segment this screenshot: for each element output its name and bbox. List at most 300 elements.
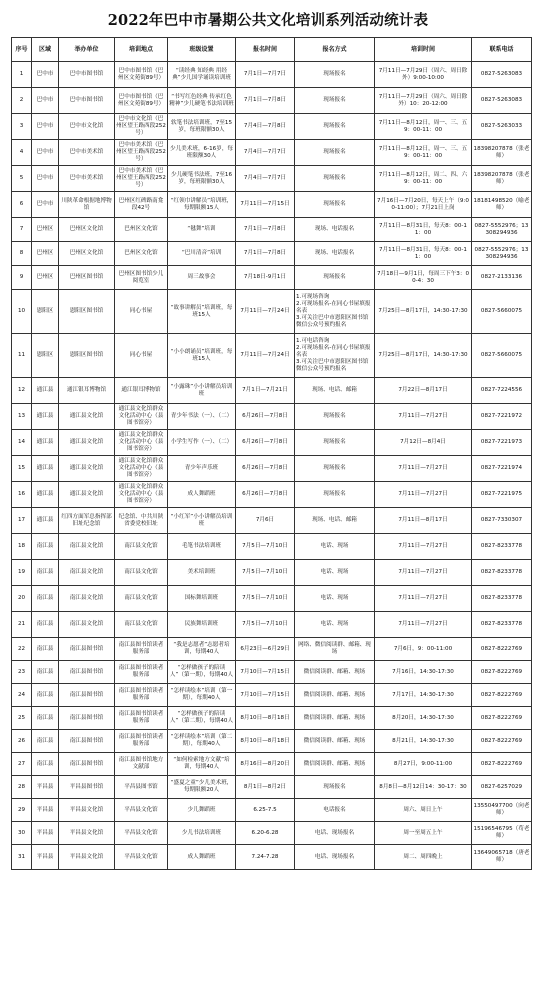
cell-class: 青少年声乐班 [168,456,236,482]
cell-area: 南江县 [32,707,59,730]
cell-phone: 0827-5660075 [472,334,532,378]
cell-org: 巴中市美术馆 [59,166,115,192]
cell-area: 通江县 [32,404,59,430]
cell-signup: 8月10日—8月18日 [236,730,295,753]
cell-no: 16 [12,482,32,508]
cell-method: 现场报名 [295,482,375,508]
cell-place: 南江县图书馆读者服务部 [115,661,168,684]
cell-place: 通江县文化馆群众文化活动中心（县图书馆旁） [115,482,168,508]
cell-method: 现场报名 [295,88,375,114]
cell-place: 南江县文化馆 [115,560,168,586]
cell-train: 7月11日—8月12日，周二、四、六9：00-11：00 [375,166,472,192]
cell-train: 周二、周四晚上 [375,845,472,870]
cell-org: 平昌县文化馆 [59,822,115,845]
cell-no: 20 [12,586,32,612]
column-header-phone: 联系电话 [472,38,532,62]
cell-place: 南江县图书馆读者服务部 [115,730,168,753]
cell-class: “故事讲解员”培训班，每班15人 [168,290,236,334]
cell-class: 国标舞培训班 [168,586,236,612]
table-row [12,430,532,456]
cell-class: “小小朗诵员”培训班，每班15人 [168,334,236,378]
cell-method: 电话、现场报名 [295,845,375,870]
table-row [12,378,532,404]
cell-class: “读经典 知经典 用经典”少儿国学诵读培训班 [168,62,236,88]
cell-phone: 0827-8233778 [472,612,532,638]
cell-class: “盛夏之童”少儿美术班，每期限额20人 [168,776,236,799]
cell-no: 17 [12,508,32,534]
cell-no: 27 [12,753,32,776]
cell-signup: 6月23日—6月29日 [236,638,295,661]
cell-org: 巴州区文化馆 [59,218,115,242]
cell-phone: 0827-7221974 [472,456,532,482]
cell-signup: 6月26日—7月8日 [236,404,295,430]
cell-no: 14 [12,430,32,456]
cell-place: 通江县文化馆群众文化活动中心（县图书馆旁） [115,404,168,430]
cell-area: 通江县 [32,508,59,534]
cell-signup: 7月4日—7月8日 [236,114,295,140]
cell-train: 7月25日—8月17日，14:30-17:30 [375,290,472,334]
cell-class: “我是志愿者”志愿者培训，每期40人 [168,638,236,661]
table-row [12,661,532,684]
cell-org: 巴中市图书馆 [59,88,115,114]
cell-train: 7月11日—7月27日 [375,586,472,612]
cell-place: 南江县文化馆 [115,612,168,638]
cell-method: 微信阅读群、邮箱、现场 [295,730,375,753]
cell-method: 1.可现场咨询 2.可现场报名-在同心书屋填报名表 3.可关注巴中市恩阳区图书馆微信公众号预约报名 [295,290,375,334]
table-body [12,62,532,870]
cell-no: 4 [12,140,32,166]
table-row [12,266,532,290]
cell-phone: 0827-5263033 [472,114,532,140]
cell-signup: 7月1日—7月7日 [236,62,295,88]
cell-train: 8月20日，14:30-17:30 [375,707,472,730]
cell-method: 现场、电话、邮箱 [295,508,375,534]
cell-place: 平昌县文化馆 [115,822,168,845]
cell-phone: 0827-5263083 [472,88,532,114]
cell-method: 电话、现场报名 [295,822,375,845]
cell-train: 7月11日—7月27日 [375,482,472,508]
cell-place: 巴中市文化馆（巴州区望王路西段252号） [115,114,168,140]
cell-train: 7月11日—8月31日，每天8：00-11：00 [375,242,472,266]
cell-area: 通江县 [32,430,59,456]
cell-signup: 7月5日—7月10日 [236,586,295,612]
cell-place: 巴中市图书馆（巴州区文苑街89号） [115,62,168,88]
cell-place: 南江县文化馆 [115,586,168,612]
cell-no: 25 [12,707,32,730]
cell-train: 7月11日—7月29日（周六、周日除外）9:00-10:00 [375,62,472,88]
table-row [12,334,532,378]
table-row [12,799,532,822]
cell-phone: 0827-7221972 [472,404,532,430]
cell-area: 通江县 [32,456,59,482]
cell-no: 8 [12,242,32,266]
cell-method: 现场报名 [295,404,375,430]
table-row [12,114,532,140]
cell-class: 青少年书法（一）、（二） [168,404,236,430]
cell-method: 微信阅读群、邮箱、现场 [295,753,375,776]
table-row [12,730,532,753]
cell-no: 19 [12,560,32,586]
cell-org: 南江县图书馆 [59,707,115,730]
cell-train: 7月11日—7月27日 [375,534,472,560]
cell-org: 通江县文化馆 [59,456,115,482]
cell-signup: 7月5日—7月10日 [236,560,295,586]
table-row [12,62,532,88]
cell-class: 少儿舞蹈班 [168,799,236,822]
cell-phone: 0827-8222769 [472,661,532,684]
cell-method: 现场、电话报名 [295,218,375,242]
cell-org: 通江县文化馆 [59,404,115,430]
cell-area: 巴中市 [32,114,59,140]
cell-area: 巴州区 [32,242,59,266]
cell-area: 南江县 [32,586,59,612]
cell-area: 南江县 [32,638,59,661]
cell-method: 电话报名 [295,799,375,822]
cell-class: 毛笔书法培训班 [168,534,236,560]
cell-org: 恩阳区图书馆 [59,290,115,334]
cell-area: 南江县 [32,661,59,684]
cell-class: “怎样读绘本”培训（第二期），每期40人 [168,730,236,753]
cell-no: 28 [12,776,32,799]
cell-class: 美术培训班 [168,560,236,586]
cell-signup: 8月10日—8月18日 [236,707,295,730]
cell-phone: 0827-7330307 [472,508,532,534]
cell-signup: 6月26日—7月8日 [236,456,295,482]
cell-no: 15 [12,456,32,482]
cell-method: 网络、微信阅读群、邮箱、现场 [295,638,375,661]
cell-signup: 7月4日—7月7日 [236,166,295,192]
cell-signup: 7月6日 [236,508,295,534]
cell-area: 南江县 [32,730,59,753]
cell-place: 平昌县文化馆 [115,845,168,870]
cell-signup: 7月18日-9月1日 [236,266,295,290]
cell-train: 8月21日，14:30-17:30 [375,730,472,753]
cell-place: 通江县文化馆群众文化活动中心（县图书馆旁） [115,430,168,456]
cell-no: 6 [12,192,32,218]
table-row [12,218,532,242]
cell-method: 微信阅读群、邮箱、现场 [295,684,375,707]
cell-train: 7月11日—7月27日 [375,560,472,586]
table-row [12,776,532,799]
cell-org: 南江县文化馆 [59,534,115,560]
table-header-row [12,38,532,62]
cell-place: 南江县图书馆读者服务部 [115,684,168,707]
column-header-train: 培训时间 [375,38,472,62]
cell-class: “书写红色经典 传承红色精神”少儿硬笔书法培训班 [168,88,236,114]
column-header-no: 序号 [12,38,32,62]
cell-place: 巴州区文化馆 [115,218,168,242]
cell-org: 恩阳区图书馆 [59,334,115,378]
cell-class: 小学生写作（一）、（二） [168,430,236,456]
cell-no: 5 [12,166,32,192]
table-row [12,638,532,661]
cell-method: 现场报名 [295,192,375,218]
cell-place: 平昌县文化馆 [115,799,168,822]
cell-train: 7月12日—8月4日 [375,430,472,456]
cell-place: 同心书屋 [115,334,168,378]
cell-org: 巴州区图书馆 [59,266,115,290]
table-row [12,534,532,560]
cell-place: 南江县图书馆读者服务部 [115,707,168,730]
cell-org: 平昌县图书馆 [59,776,115,799]
cell-phone: 0827-7224556 [472,378,532,404]
table-row [12,508,532,534]
cell-org: 巴中市文化馆 [59,114,115,140]
cell-area: 平昌县 [32,822,59,845]
table-row [12,707,532,730]
cell-no: 12 [12,378,32,404]
cell-org: 红四方面军总指挥部旧址纪念馆 [59,508,115,534]
cell-area: 通江县 [32,378,59,404]
cell-place: 南江县文化馆 [115,534,168,560]
table-row [12,166,532,192]
cell-class: “红领巾讲解员”培训班，每期限额15人 [168,192,236,218]
cell-train: 7月16日，14:30-17:30 [375,661,472,684]
cell-org: 南江县文化馆 [59,560,115,586]
cell-phone: 0827-8233778 [472,534,532,560]
cell-signup: 7月11日—7月15日 [236,192,295,218]
cell-class: 软笔书法培训班，7至15岁，每班限额30人 [168,114,236,140]
cell-method: 电话、现场 [295,560,375,586]
cell-org: 平昌县文化馆 [59,845,115,870]
cell-signup: 7月5日—7月10日 [236,612,295,638]
cell-class: 成人舞蹈班 [168,845,236,870]
cell-place: 南江县图书馆读者服务部 [115,638,168,661]
cell-train: 7月11日—8月12日，周一、三、五9：00-11：00 [375,140,472,166]
cell-method: 微信阅读群、邮箱、现场 [295,661,375,684]
cell-no: 11 [12,334,32,378]
cell-area: 巴中市 [32,166,59,192]
cell-place: 巴州区图书馆少儿阅览室 [115,266,168,290]
cell-org: 平昌县文化馆 [59,799,115,822]
cell-signup: 6.20-6.28 [236,822,295,845]
cell-phone: 0827-5660075 [472,290,532,334]
cell-area: 南江县 [32,560,59,586]
table-row [12,560,532,586]
table-row [12,822,532,845]
cell-train: 周六、周日上午 [375,799,472,822]
cell-place: 通江银耳博物馆 [115,378,168,404]
cell-no: 21 [12,612,32,638]
table-row [12,684,532,707]
column-header-org: 举办单位 [59,38,115,62]
cell-area: 恩阳区 [32,290,59,334]
cell-train: 7月25日—8月17日，14:30-17:30 [375,334,472,378]
cell-no: 9 [12,266,32,290]
cell-train: 7月17日，14:30-17:30 [375,684,472,707]
cell-method: 1.可电话咨询 2.可现场报名-在同心书屋填报名表 3.可关注巴中市恩阳区图书馆微信公众号预约报名 [295,334,375,378]
cell-class: “毽舞”培训 [168,218,236,242]
cell-method: 现场、电话报名 [295,242,375,266]
table-row [12,482,532,508]
cell-signup: 6.25-7.5 [236,799,295,822]
cell-org: 南江县图书馆 [59,753,115,776]
cell-phone: 0827-2133136 [472,266,532,290]
table-row [12,456,532,482]
cell-org: 南江县图书馆 [59,638,115,661]
cell-no: 3 [12,114,32,140]
cell-signup: 6月26日—7月8日 [236,430,295,456]
cell-no: 13 [12,404,32,430]
cell-org: 通江银耳博物馆 [59,378,115,404]
cell-class: “小露珠”小小讲解员培训班 [168,378,236,404]
cell-place: 纪念馆、中共川陕省委党校旧址 [115,508,168,534]
table-row [12,612,532,638]
cell-class: 成人舞蹈班 [168,482,236,508]
table-row [12,242,532,266]
cell-class: 少儿硬笔书法班，7至16岁，每班限额30人 [168,166,236,192]
cell-phone: 13649065718（唐老师） [472,845,532,870]
activity-table [11,37,532,870]
cell-class: 周三故事会 [168,266,236,290]
cell-class: “怎样做孩子的陪读人”（第一期），每期40人 [168,661,236,684]
cell-org: 南江县图书馆 [59,730,115,753]
column-header-method: 报名方式 [295,38,375,62]
cell-place: 巴中市美术馆（巴州区望王路西段252号） [115,140,168,166]
cell-train: 7月11日—7月27日 [375,456,472,482]
document-title: 2022年巴中市暑期公共文化培训系列活动统计表 [107,12,429,29]
cell-no: 26 [12,730,32,753]
cell-area: 巴中市 [32,62,59,88]
cell-train: 7月11日—7月27日 [375,612,472,638]
table-row [12,404,532,430]
cell-method: 现场报名 [295,776,375,799]
cell-signup: 7月1日—7月8日 [236,242,295,266]
column-header-class: 班级设置 [168,38,236,62]
cell-phone: 0827-5263083 [472,62,532,88]
cell-place: 巴中市美术馆（巴州区望王路西段252号） [115,166,168,192]
cell-org: 通江县文化馆 [59,430,115,456]
cell-org: 巴中市美术馆 [59,140,115,166]
cell-signup: 7月10日—7月15日 [236,661,295,684]
cell-no: 24 [12,684,32,707]
cell-org: 南江县文化馆 [59,612,115,638]
cell-class: “怎样读绘本”培训（第一期），每期40人 [168,684,236,707]
cell-no: 30 [12,822,32,845]
column-header-place: 培训地点 [115,38,168,62]
cell-area: 南江县 [32,612,59,638]
cell-train: 周一至周五上午 [375,822,472,845]
table-row [12,845,532,870]
cell-no: 1 [12,62,32,88]
cell-phone: 18398207878（张老师） [472,140,532,166]
cell-method: 现场报名 [295,166,375,192]
cell-method: 电话、现场 [295,612,375,638]
cell-area: 平昌县 [32,845,59,870]
cell-area: 平昌县 [32,776,59,799]
column-header-signup: 报名时间 [236,38,295,62]
cell-phone: 15196546795（苟老师） [472,822,532,845]
cell-train: 7月16日—7月20日，每天上午（9:00-11:00）；7月21日上岗 [375,192,472,218]
cell-phone: 0827-8222769 [472,638,532,661]
cell-area: 南江县 [32,534,59,560]
cell-area: 巴州区 [32,218,59,242]
cell-place: 巴中市图书馆（巴州区文苑街89号） [115,88,168,114]
cell-signup: 7月1日—7月8日 [236,218,295,242]
cell-no: 10 [12,290,32,334]
cell-signup: 7月5日—7月10日 [236,534,295,560]
cell-place: 平昌县图书馆 [115,776,168,799]
cell-area: 巴州区 [32,266,59,290]
cell-phone: 0827-8233778 [472,560,532,586]
cell-class: “巴川清音”培训 [168,242,236,266]
cell-phone: 13550497700（向老师） [472,799,532,822]
cell-phone: 0827-5552976；13308294936 [472,218,532,242]
table-row [12,140,532,166]
column-header-area: 区域 [32,38,59,62]
cell-train: 7月11日—8月12日，周一、三、五9：00-11：00 [375,114,472,140]
cell-phone: 18398207878（张老师） [472,166,532,192]
cell-signup: 7月4日—7月7日 [236,140,295,166]
cell-method: 现场报名 [295,114,375,140]
cell-method: 现场报名 [295,456,375,482]
cell-method: 电话、现场 [295,586,375,612]
cell-signup: 7月10日—7月15日 [236,684,295,707]
cell-place: 同心书屋 [115,290,168,334]
cell-org: 通江县文化馆 [59,482,115,508]
cell-signup: 7.24-7.28 [236,845,295,870]
cell-class: “怎样做孩子的陪读人”（第二期），每期40人 [168,707,236,730]
cell-no: 23 [12,661,32,684]
cell-train: 7月6日，9：00-11:00 [375,638,472,661]
cell-org: 南江县图书馆 [59,661,115,684]
cell-method: 现场报名 [295,266,375,290]
cell-phone: 0827-8222769 [472,684,532,707]
table-row [12,290,532,334]
cell-train: 7月22日—8月17日 [375,378,472,404]
cell-place: 巴州区红碑路南龛段42号 [115,192,168,218]
cell-place: 巴州区文化馆 [115,242,168,266]
cell-no: 29 [12,799,32,822]
cell-method: 电话、现场 [295,534,375,560]
cell-phone: 0827-8233778 [472,586,532,612]
cell-org: 巴州区文化馆 [59,242,115,266]
cell-no: 22 [12,638,32,661]
cell-area: 南江县 [32,684,59,707]
cell-method: 现场报名 [295,430,375,456]
cell-train: 7月11日—8月17日 [375,508,472,534]
cell-phone: 0827-8222769 [472,707,532,730]
cell-train: 7月11日—7月29日（周六、周日除外）10：20-12:00 [375,88,472,114]
cell-no: 31 [12,845,32,870]
table-row [12,586,532,612]
table-row [12,88,532,114]
cell-signup: 6月26日—7月8日 [236,482,295,508]
cell-signup: 7月11日—7月24日 [236,334,295,378]
cell-signup: 7月1日—7月21日 [236,378,295,404]
cell-phone: 0827-8222769 [472,753,532,776]
cell-area: 恩阳区 [32,334,59,378]
cell-method: 微信阅读群、邮箱、现场 [295,707,375,730]
cell-org: 川陕革命根据地博物馆 [59,192,115,218]
cell-phone: 18181498520（喻老师） [472,192,532,218]
cell-signup: 8月16日—8月20日 [236,753,295,776]
cell-class: “小红军”小小讲解员培训班 [168,508,236,534]
cell-class: 民族舞培训班 [168,612,236,638]
cell-area: 南江县 [32,753,59,776]
cell-train: 7月11日—8月31日，每天8：00-11：00 [375,218,472,242]
cell-signup: 8月1日—8月2日 [236,776,295,799]
cell-class: 少儿美术班，6-16岁，每班限额30人 [168,140,236,166]
cell-area: 巴中市 [32,192,59,218]
cell-train: 7月11日—7月27日 [375,404,472,430]
cell-method: 现场报名 [295,62,375,88]
cell-area: 巴中市 [32,88,59,114]
cell-org: 南江县文化馆 [59,586,115,612]
cell-area: 通江县 [32,482,59,508]
cell-phone: 0827-5552976；13308294936 [472,242,532,266]
cell-area: 巴中市 [32,140,59,166]
